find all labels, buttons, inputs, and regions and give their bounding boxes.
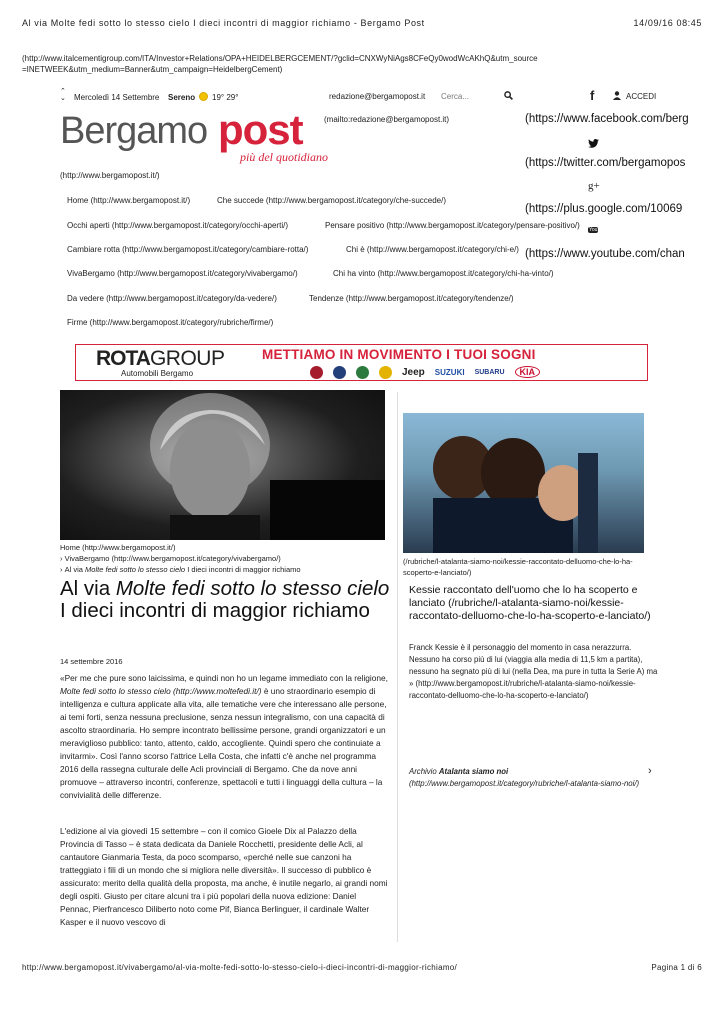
- logo-tagline: più del quotidiano: [240, 150, 328, 164]
- archive-link[interactable]: (http://www.bergamopost.it/category/rubriche/l-atalanta-siamo-noi/): [409, 779, 640, 788]
- breadcrumb-home[interactable]: Home (http://www.bergamopost.it/): [60, 543, 176, 552]
- nav-da-vedere[interactable]: Da vedere (http://www.bergamopost.it/category/da-vedere/): [67, 294, 277, 303]
- nav-che-succede[interactable]: Che succede (http://www.bergamopost.it/category/che-succede/): [217, 196, 446, 205]
- article-date: 14 settembre 2016: [60, 657, 123, 666]
- column-divider: [397, 392, 398, 942]
- article-p1-a: «Per me che pure sono laicissima, e quindi non ho un legame immediato con la religione,: [60, 673, 388, 683]
- breadcrumb-current-prefix: Al via: [64, 565, 83, 574]
- twitter-link[interactable]: (https://twitter.com/bergamopos: [525, 157, 686, 169]
- abarth-logo-icon: [379, 366, 392, 379]
- alfa-logo-icon: [356, 366, 369, 379]
- archive-label: Archivio: [409, 767, 437, 776]
- archive-name[interactable]: Atalanta siamo noi: [438, 767, 509, 776]
- chevron-right-icon[interactable]: ›: [648, 765, 652, 777]
- banner-slogan: METTIAMO IN MOVIMENTO I TUOI SOGNI: [262, 347, 536, 362]
- football-players-illustration: [403, 413, 644, 553]
- banner-makes: [310, 365, 640, 379]
- nav-occhi-aperti[interactable]: Occhi aperti (http://www.bergamopost.it/category/occhi-aperti/): [67, 221, 288, 230]
- article-paragraph-1: [60, 672, 388, 802]
- nav-chi-ha-vinto[interactable]: Chi ha vinto (http://www.bergamopost.it/category/chi-ha-vinto/): [333, 269, 554, 278]
- nav-chi-e[interactable]: Chi è (http://www.bergamopost.it/category/chi-e/): [346, 245, 519, 254]
- login-link[interactable]: ACCEDI: [626, 92, 657, 101]
- topbar-date: Mercoledì 14 Settembre: [74, 93, 160, 102]
- portrait-illustration: [60, 390, 385, 540]
- facebook-link[interactable]: (https://www.facebook.com/berg: [525, 113, 689, 125]
- temperature: 19° 29°: [212, 93, 239, 102]
- sidebar-image-link[interactable]: (/rubriche/l-atalanta-siamo-noi/kessie-raccontato-delluomo-che-lo-ha-scoperto-e-lanciato/): [403, 557, 633, 577]
- chevron-right-icon: ›: [60, 554, 65, 563]
- banner-sub: Automobili Bergamo: [121, 369, 194, 378]
- breadcrumb: [60, 542, 390, 575]
- breadcrumb-current: [60, 564, 390, 575]
- breadcrumb-category-label[interactable]: VivaBergamo (http://www.bergamopost.it/category/vivabergamo/): [64, 554, 281, 563]
- search-icon[interactable]: [504, 91, 513, 102]
- nav-vivabergamo[interactable]: VivaBergamo (http://www.bergamopost.it/category/vivabergamo/): [67, 269, 298, 278]
- twitter-icon[interactable]: [588, 135, 599, 153]
- user-icon[interactable]: [613, 91, 621, 102]
- sidebar-archive[interactable]: [409, 766, 654, 790]
- mailto-link[interactable]: (mailto:redazione@bergamopost.it): [324, 115, 450, 124]
- breadcrumb-current-suffix: I dieci incontri di maggior richiamo: [187, 565, 301, 574]
- nav-tendenze[interactable]: Tendenze (http://www.bergamopost.it/category/tendenze/): [309, 294, 514, 303]
- logo-url[interactable]: (http://www.bergamopost.it/): [60, 171, 160, 180]
- nav-home[interactable]: Home (http://www.bergamopost.it/): [67, 196, 191, 205]
- fiat-logo-icon: [310, 366, 323, 379]
- sun-icon: [199, 92, 208, 101]
- sidebar-article-excerpt: Franck Kessie è il personaggio del momento in casa nerazzurra. Nessuno ha corso più di lui (viaggia alla media di 11,5 km a partita), nessuno ha segnato più di lui (nella Dea, ma pure in tutta la Serie A) ma » (http://www.bergamopost.it/rubriche/l-atalanta-siamo-noi/kessie-raccontato-delluomo-che-lo-ha-scoperto-e-lanciato/): [409, 643, 658, 700]
- banner-logo: [96, 347, 246, 371]
- article-title-prefix: Al via: [60, 577, 116, 600]
- banner-brand-rota: ROTA: [96, 347, 150, 370]
- print-header-date: 14/09/16 08:45: [633, 18, 702, 28]
- print-footer-url: http://www.bergamopost.it/vivabergamo/al-via-molte-fedi-sotto-lo-stesso-cielo-i-dieci-incontri-di-maggior-richiamo/: [22, 963, 458, 972]
- jeep-logo: Jeep: [402, 366, 425, 378]
- nav-firme[interactable]: Firme (http://www.bergamopost.it/category/rubriche/firme/): [67, 318, 274, 327]
- article-paragraph-2: L'edizione al via giovedì 15 settembre – con il comico Gioele Dix al Palazzo della Provincia di Tasso – è stata dedicata da Daniele Rocchetti, presidente delle Acli, al cantautore Gianmaria Testa, da poco scomparso, «perché nelle sue canzoni ha tratteggiato i fili di un mondo che si migliora nelle diversità». Il successo di pubblico è assicurato: merito della qualità della proposta, ma anche, è inutile negarlo, ai grandi nomi degli ospiti. Giusto per citare alcuni tra i più popolari della nuova edizione: Daniel Pennac, Pierfrancesco Diliberto noto come Pif, Bianca Berlinguer, il cardinale Walter Kasper e il nuovo vescovo di: [60, 826, 388, 927]
- breadcrumb-category[interactable]: [60, 553, 390, 564]
- article-hero-image: [60, 390, 385, 540]
- rotagroup-banner[interactable]: [75, 344, 648, 381]
- youtube-icon[interactable]: You: [589, 227, 598, 233]
- article-title: [60, 578, 390, 622]
- youtube-link[interactable]: (https://www.youtube.com/chan: [525, 248, 685, 260]
- nav-pensare-positivo[interactable]: Pensare positivo (http://www.bergamopost.it/category/pensare-positivo/): [325, 221, 580, 230]
- chevron-right-icon: ›: [60, 565, 65, 574]
- topbar: [60, 89, 660, 107]
- kia-logo: KIA: [515, 366, 541, 378]
- lancia-logo-icon: [333, 366, 346, 379]
- scroll-arrows-icon[interactable]: ⌃ ⌄: [60, 88, 66, 102]
- logo-post-text: post: [218, 106, 303, 153]
- search-input[interactable]: Cerca...: [441, 92, 470, 101]
- email-link[interactable]: redazione@bergamopost.it: [329, 92, 426, 101]
- banner-brand-group: GROUP: [149, 347, 225, 370]
- breadcrumb-current-italic: Molte fedi sotto lo stesso cielo: [85, 565, 186, 574]
- google-plus-icon[interactable]: g+: [588, 180, 600, 192]
- google-plus-link[interactable]: (https://plus.google.com/10069: [525, 203, 683, 215]
- article-title-italic: Molte fedi sotto lo stesso cielo: [115, 577, 390, 600]
- weather-label: Sereno: [168, 93, 196, 102]
- suzuki-logo: SUZUKI: [434, 367, 465, 377]
- ad-link[interactable]: (http://www.italcementigroup.com/ITA/Investor+Relations/OPA+HEIDELBERGCEMENT/?gclid=CNXWyNiAgs8CFeQy0wodWcAKhQ&utm_source=INETWEEK&utm_medium=Banner&utm_campaign=HeidelbergCement): [22, 54, 538, 74]
- print-footer-page: Pagina 1 di 6: [651, 963, 702, 972]
- subaru-logo: SUBARU: [474, 368, 505, 376]
- article-title-line2: I dieci incontri di maggior richiamo: [60, 599, 370, 622]
- article-p1-link[interactable]: Molte fedi sotto lo stesso cielo (http://www.moltefedi.it/): [60, 686, 262, 696]
- sidebar-article-title[interactable]: Kessie raccontato dell'uomo che lo ha scoperto e lanciato (/rubriche/l-atalanta-siamo-noi/kessie-raccontato-delluomo-che-lo-ha-scoperto-e-lanciato/): [409, 584, 651, 622]
- sidebar-image[interactable]: [403, 413, 644, 553]
- site-logo[interactable]: [60, 106, 350, 170]
- facebook-icon[interactable]: f: [590, 88, 595, 103]
- nav-cambiare-rotta[interactable]: Cambiare rotta (http://www.bergamopost.it/category/cambiare-rotta/): [67, 245, 309, 254]
- article-p1-c: è uno straordinario esempio di intelligenza e cultura applicate alla vita, alle tematiche vere che interessano alle persone, ai temi forti, senza nessuna preclusione, senza nessun integralismo, con una capacità di ascolto straordinaria. Ho sempre incontrato bellissime persone, grandi organizzatori e un meraviglioso pubblico: tanto, attento, caldo, accogliente. Quindi spero che continuiate a invitarmi». Così l'anno scorso l'attrice Lella Costa, che infatti c'è anche nel programma 2016 della rassegna culturale delle Acli provinciali di Bergamo. Che da nove anni promuove – attraverso incontri, conferenze, spettacoli e tutti i linguaggi della cultura – la convivialità delle differenze.: [60, 686, 387, 800]
- print-header-title: Al via Molte fedi sotto lo stesso cielo I dieci incontri di maggior richiamo - Bergamo Post: [22, 18, 425, 28]
- logo-bergamo-text: Bergamo: [60, 110, 208, 152]
